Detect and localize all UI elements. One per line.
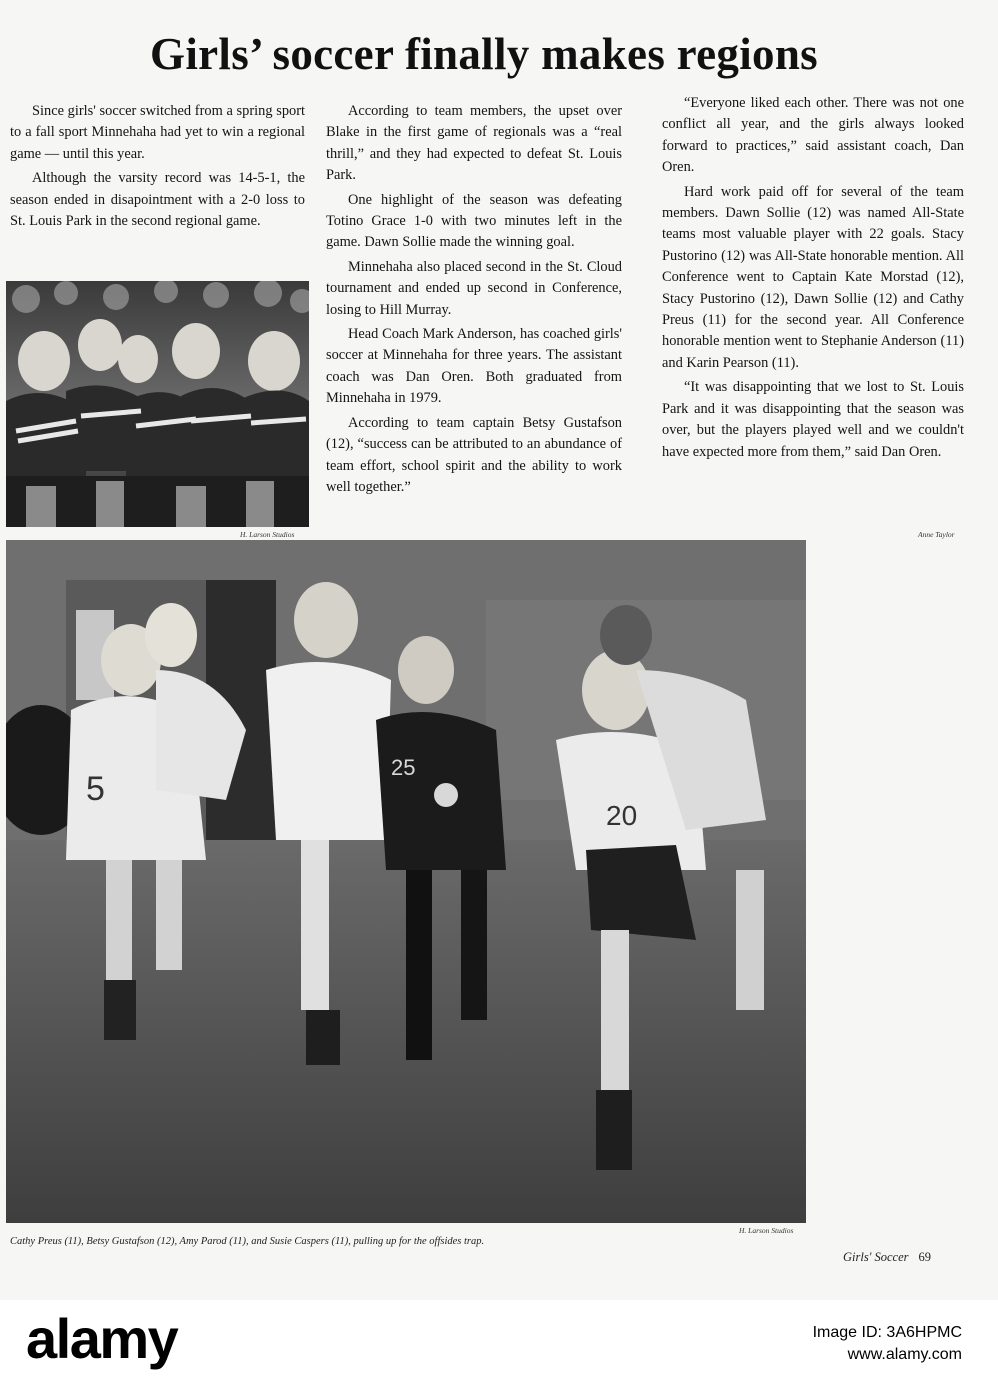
photo-credit-top: H. Larson Studios (240, 530, 295, 539)
paragraph: “Everyone liked each other. There was not one conflict all year, and the girls always looked forward to practices,” said assistant coach, Dan Oren. (662, 95, 964, 176)
article-column-1 (10, 101, 305, 235)
paragraph: “It was disappointing that we lost to St. Louis Park and it was disappointing that the season was over, but the players played well and we couldn't have expected more from them,” said Dan Oren. (662, 379, 964, 460)
byline: Anne Taylor (918, 530, 955, 539)
jersey-number: 5 (86, 770, 105, 808)
article-column-3 (662, 93, 964, 466)
photo-caption: Cathy Preus (11), Betsy Gustafson (12), Amy Parod (11), and Susie Caspers (11), pulling up for the offsides trap. (10, 1236, 485, 1247)
image-id: Image ID: 3A6HPMC (812, 1324, 962, 1341)
bench-photo-image (6, 281, 309, 527)
jersey-number: 25 (391, 755, 416, 780)
stock-logo: alamy (26, 1307, 178, 1370)
bench-photo (6, 281, 309, 527)
paragraph: According to team members, the upset over Blake in the first game of regionals was a “real thrill,” and they had expected to defeat St. Louis Park. (326, 103, 622, 184)
page-number: 69 (918, 1250, 932, 1264)
paragraph: One highlight of the season was defeating Totino Grace 1-0 with two minutes left in the game. Dawn Sollie made the winning goal. (326, 191, 622, 251)
paragraph: Head Coach Mark Anderson, has coached girls' soccer at Minnehaha for three years. The assistant coach was Dan Oren. Both graduated from Minnehaha in 1979. (326, 326, 622, 407)
paragraph: Hard work paid off for several of the team members. Dawn Sollie (12) was named All-State teams most valuable player with 22 goals. Stacy Pustorino (12) was All-State honorable mention. All Conference went to Captain Kate Morstad (12), Stacy Pustorino (12), Dawn Sollie (12) and Cathy Preus (11) for the second year. All Conference honorable mention went to Stephanie Anderson (11) and Karin Pearson (11). (662, 183, 964, 371)
page-folio (843, 1250, 931, 1265)
photo-credit-bottom: H. Larson Studios (739, 1226, 794, 1235)
headline: Girls’ soccer finally makes regions (150, 29, 818, 79)
jersey-number: 20 (606, 800, 638, 831)
paragraph: Although the varsity record was 14-5-1, the season ended in disapointment with a 2-0 loss to St. Louis Park in the second regional game. (10, 170, 305, 230)
paragraph: According to team captain Betsy Gustafson (12), “success can be attributed to an abundance of team effort, school spirit and the ability to work well together.” (326, 414, 622, 495)
stock-meta (813, 1322, 962, 1366)
section-label: Girls' Soccer (843, 1250, 909, 1264)
match-photo-image (6, 540, 806, 1223)
stock-site: www.alamy.com (847, 1346, 962, 1363)
paragraph: Minnehaha also placed second in the St. Cloud tournament and ended up second in Conference, losing to Hill Murray. (326, 258, 622, 318)
match-photo (6, 540, 806, 1223)
paragraph: Since girls' soccer switched from a spring sport to a fall sport Minnehaha had yet to win a regional game — until this year. (10, 103, 305, 162)
article-column-2 (326, 101, 622, 501)
